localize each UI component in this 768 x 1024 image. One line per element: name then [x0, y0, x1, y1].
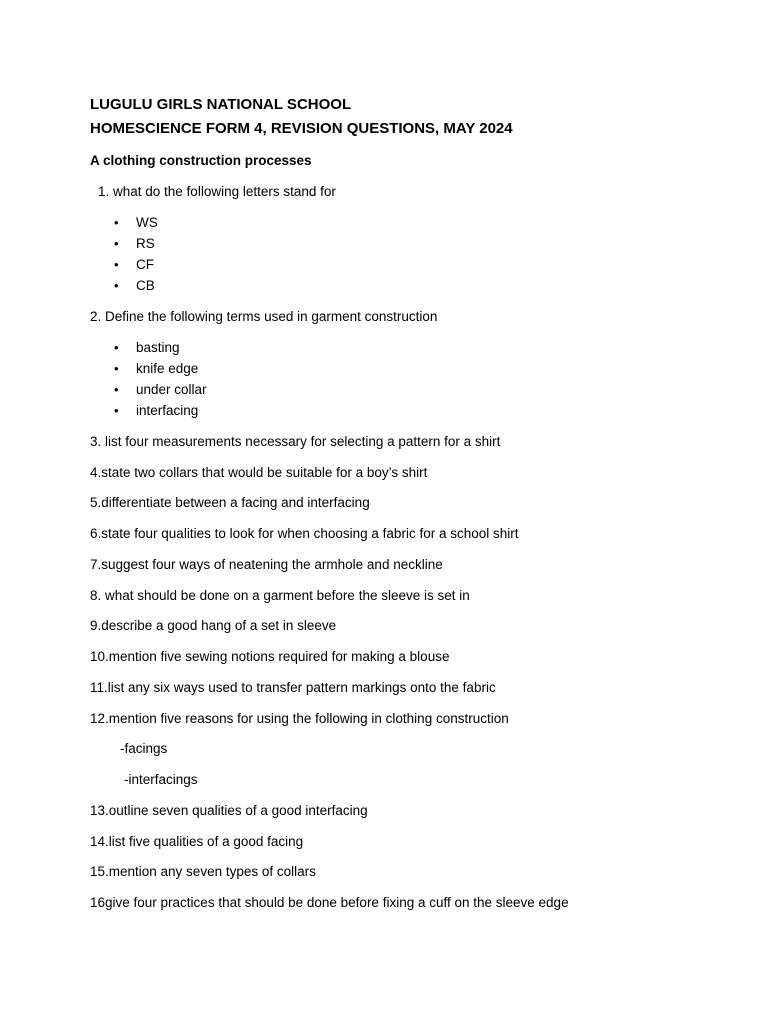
list-item: • basting: [136, 339, 180, 357]
question-5: 5.differentiate between a facing and interfacing: [90, 495, 370, 510]
list-item: • RS: [136, 235, 155, 253]
question-7: 7.suggest four ways of neatening the armhole and neckline: [90, 557, 443, 572]
question-15: 15.mention any seven types of collars: [90, 864, 316, 879]
question-9: 9.describe a good hang of a set in sleeve: [90, 618, 337, 633]
list-item: • WS: [136, 214, 158, 232]
document-subtitle: HOMESCIENCE FORM 4, REVISION QUESTIONS, MAY 2024: [90, 120, 513, 137]
question-4: 4.state two collars that would be suitable for a boy’s shirt: [90, 465, 428, 480]
question-16: 16give four practices that should be done before fixing a cuff on the sleeve edge: [90, 895, 569, 910]
question-12: 12.mention five reasons for using the following in clothing construction: [90, 711, 509, 726]
question-2: 2. Define the following terms used in garment construction: [90, 309, 438, 324]
question-11: 11.list any six ways used to transfer pattern markings onto the fabric: [90, 680, 496, 695]
sub-item-interfacings: -interfacings: [124, 772, 198, 787]
sub-item-facings: -facings: [120, 741, 168, 756]
question-6: 6.state four qualities to look for when choosing a fabric for a school shirt: [90, 526, 519, 541]
question-3: 3. list four measurements necessary for selecting a pattern for a shirt: [90, 434, 501, 449]
question-1: 1. what do the following letters stand for: [98, 184, 336, 199]
list-item: • knife edge: [136, 360, 198, 378]
question-8: 8. what should be done on a garment before the sleeve is set in: [90, 588, 470, 603]
list-item: • interfacing: [136, 402, 198, 420]
section-heading: A clothing construction processes: [90, 153, 312, 168]
list-item: • under collar: [136, 381, 207, 399]
question-13: 13.outline seven qualities of a good interfacing: [90, 803, 368, 818]
list-item: • CB: [136, 277, 155, 295]
question-10: 10.mention five sewing notions required for making a blouse: [90, 649, 450, 664]
question-14: 14.list five qualities of a good facing: [90, 834, 304, 849]
list-item: • CF: [136, 256, 154, 274]
school-title: LUGULU GIRLS NATIONAL SCHOOL: [90, 96, 352, 113]
